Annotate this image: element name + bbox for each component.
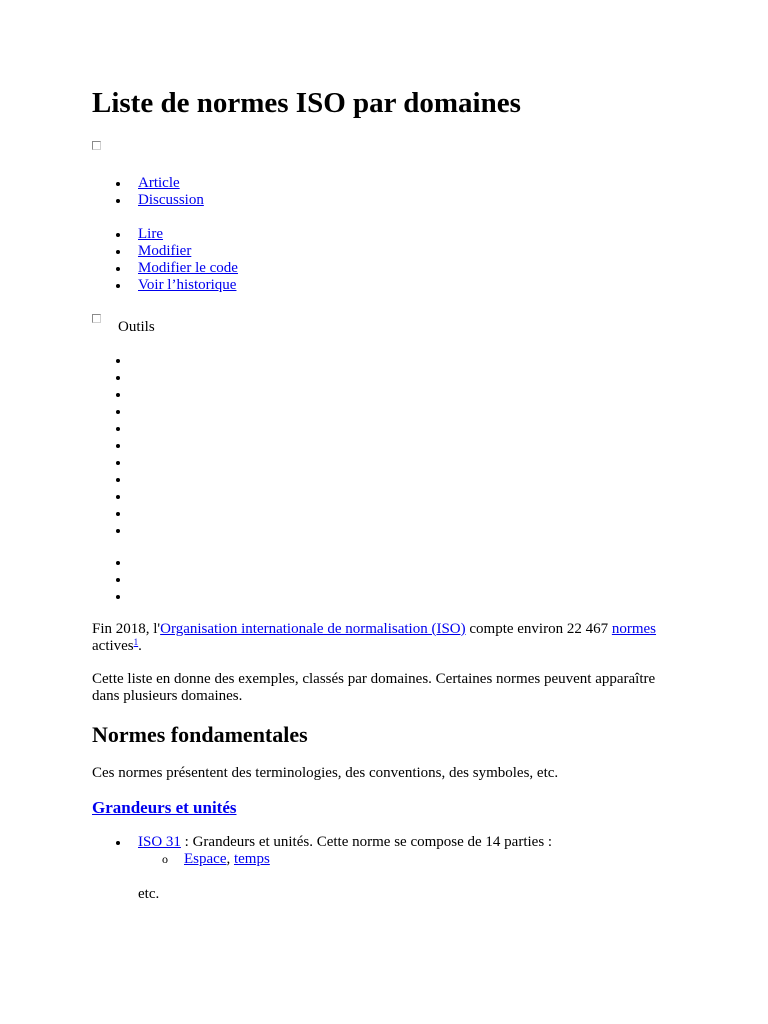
tools-item — [92, 352, 138, 369]
tools-label: Outils — [118, 319, 155, 335]
tools-item — [92, 505, 138, 522]
view-tabs — [92, 226, 238, 294]
tab-discussion[interactable]: Discussion — [138, 192, 204, 208]
tools-toggle-checkbox[interactable] — [92, 314, 101, 323]
link-normes[interactable]: normes — [611, 621, 657, 637]
subsection-heading — [92, 798, 237, 818]
etc-text: etc. — [138, 886, 160, 902]
intro-text: compte environ 22 467 — [465, 621, 612, 637]
view-item — [92, 260, 238, 277]
tools-item — [92, 454, 138, 471]
intro-paragraph — [92, 621, 682, 655]
subsection-link[interactable]: Grandeurs et unités — [92, 798, 237, 817]
section-description: Ces normes présentent des terminologies, des conventions, des symboles, etc. — [92, 765, 559, 781]
tools-item — [92, 571, 138, 588]
link-espace[interactable]: Espace — [184, 851, 227, 867]
tools-item — [92, 588, 138, 605]
list-item-text: : Grandeurs et unités. Cette norme se compose de 14 parties : — [180, 834, 553, 850]
page-title: Liste de normes ISO par domaines — [92, 87, 521, 119]
list-marker: o — [162, 852, 168, 866]
tools-list — [92, 352, 138, 539]
tab-history[interactable]: Voir l’historique — [138, 277, 237, 293]
view-item — [92, 277, 238, 294]
sub-list-item — [92, 851, 270, 868]
tools-list-secondary — [92, 554, 138, 605]
namespace-item — [92, 175, 204, 192]
tab-article[interactable]: Article — [138, 175, 180, 191]
namespaces-toggle-checkbox[interactable] — [92, 141, 101, 150]
tools-item — [92, 471, 138, 488]
tools-item — [92, 369, 138, 386]
tools-item — [92, 554, 138, 571]
tools-item — [92, 522, 138, 539]
section-heading: Normes fondamentales — [92, 722, 308, 747]
intro-text: Fin 2018, l' — [92, 621, 161, 637]
tools-item — [92, 386, 138, 403]
tools-item — [92, 403, 138, 420]
link-iso-organisation[interactable]: Organisation internationale de normalisation (ISO) — [160, 621, 466, 637]
view-item — [92, 226, 238, 243]
view-item — [92, 243, 238, 260]
tab-edit-source[interactable]: Modifier le code — [138, 260, 238, 276]
intro-text: actives — [92, 638, 134, 654]
link-iso-31[interactable]: ISO 31 — [138, 834, 181, 850]
tools-item — [92, 488, 138, 505]
tab-read[interactable]: Lire — [138, 226, 163, 242]
separator: , — [226, 851, 234, 867]
namespace-tabs — [92, 175, 204, 209]
link-temps[interactable]: temps — [233, 851, 270, 867]
list-item — [92, 834, 552, 851]
tab-edit[interactable]: Modifier — [138, 243, 192, 259]
namespace-item — [92, 192, 204, 209]
intro-text: . — [138, 638, 142, 654]
reference-link[interactable]: 1 — [133, 637, 139, 647]
intro-paragraph-2: Cette liste en donne des exemples, classés par domaines. Certaines normes peuvent apparaître dans plusieurs domaines. — [92, 671, 656, 704]
tools-item — [92, 437, 138, 454]
tools-item — [92, 420, 138, 437]
